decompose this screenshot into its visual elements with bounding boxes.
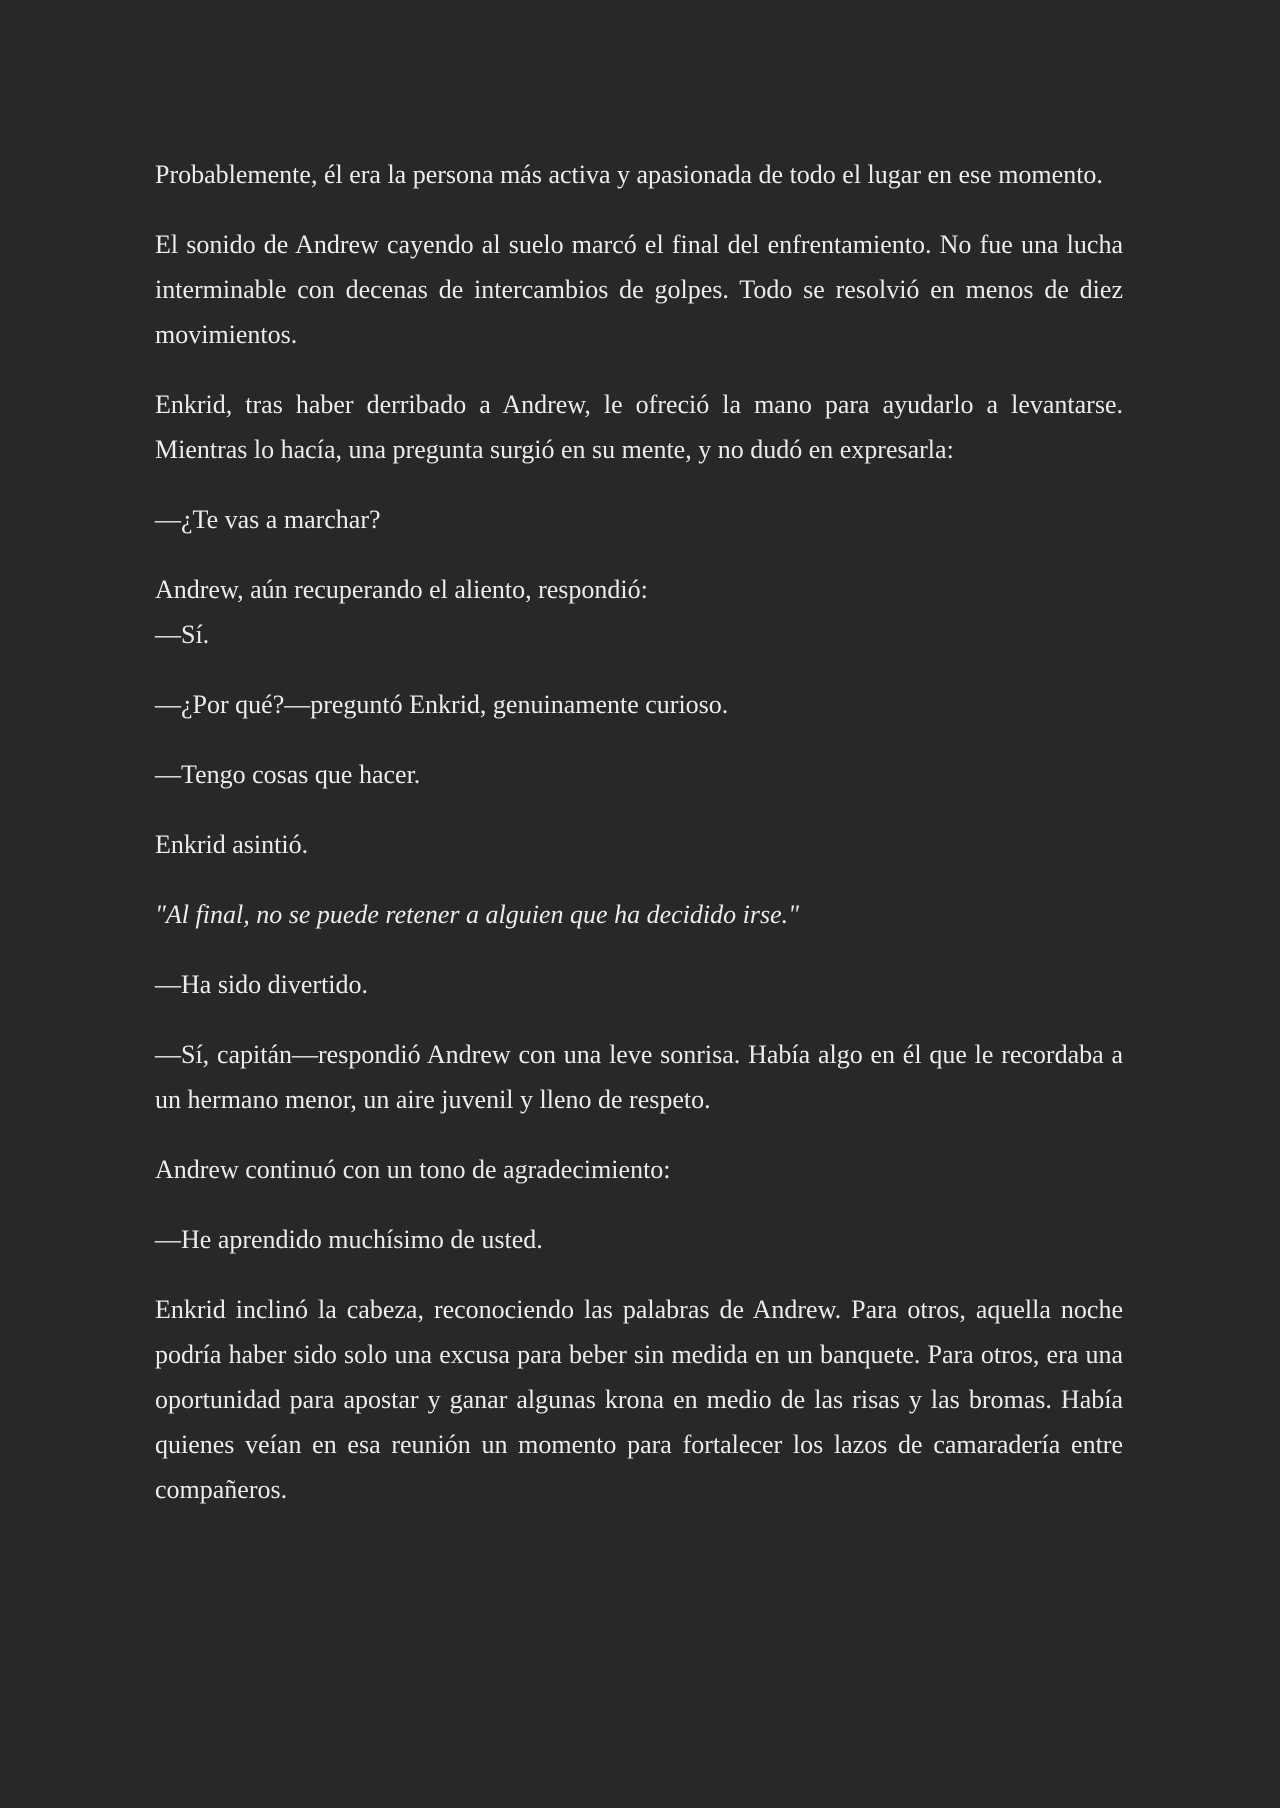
dialogue-line-3: —¿Por qué?—preguntó Enkrid, genuinamente curioso. [155,690,729,719]
dialogue-line-2: —Sí. [155,620,210,649]
paragraph-5: Enkrid asintió. [155,830,309,859]
dialogue-line-5: —Ha sido divertido. [155,970,369,999]
dialogue-line-1: —¿Te vas a marchar? [155,505,381,534]
inner-thought: "Al final, no se puede retener a alguien que ha decidido irse." [155,900,800,929]
paragraph-2: El sonido de Andrew cayendo al suelo marcó el final del enfrentamiento. No fue una lucha interminable con decenas de intercambios de golpes. Todo se resolvió en menos de diez movimientos. [155,230,1123,349]
paragraph-7: Enkrid inclinó la cabeza, reconociendo las palabras de Andrew. Para otros, aquella noche podría haber sido solo una excusa para beber sin medida en un banquete. Para otros, era una oportunidad para apostar y ganar algunas krona en medio de las risas y las bromas. Había quienes veían en esa reunión un momento para fortalecer los lazos de camaradería entre compañeros. [155,1295,1123,1504]
dialogue-line-4: —Tengo cosas que hacer. [155,760,421,789]
dialogue-line-7: —He aprendido muchísimo de usted. [155,1225,543,1254]
paragraph-1: Probablemente, él era la persona más activa y apasionada de todo el lugar en ese momento. [155,160,1103,189]
dialogue-line-6: —Sí, capitán—respondió Andrew con una leve sonrisa. Había algo en él que le recordaba a un hermano menor, un aire juvenil y lleno de respeto. [155,1040,1123,1114]
paragraph-6: Andrew continuó con un tono de agradecimiento: [155,1155,671,1184]
paragraph-3: Enkrid, tras haber derribado a Andrew, le ofreció la mano para ayudarlo a levantarse. Mientras lo hacía, una pregunta surgió en su mente, y no dudó en expresarla: [155,390,1123,464]
paragraph-4: Andrew, aún recuperando el aliento, respondió: [155,575,648,604]
